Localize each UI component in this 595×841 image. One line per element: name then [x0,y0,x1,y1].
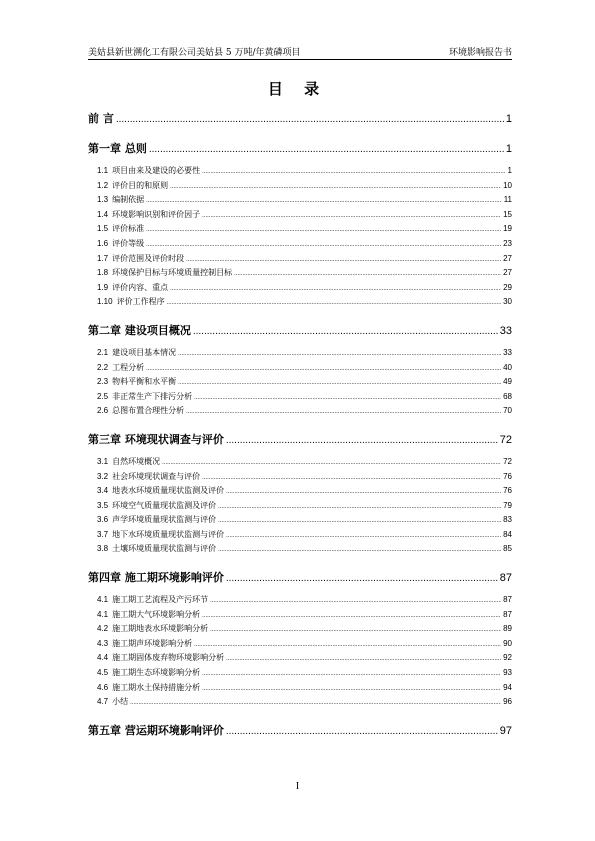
toc-section-entry[interactable] [88,179,512,194]
toc-entry-page: 1 [505,143,512,155]
toc-section-entry[interactable] [88,390,512,405]
toc-entry-text: 施工期工艺流程及产污环节 [112,595,209,605]
toc-entry-text: 声学环境质量现状监测与评价 [112,515,217,525]
toc-entry-page: 96 [503,697,512,707]
toc-entry-page: 89 [503,624,512,634]
toc-entry-page: 33 [499,324,512,337]
toc-leader-dots [202,165,505,179]
toc-leader-dots [116,111,504,128]
toc-leader-dots [202,667,501,681]
header-report-type: 环境影响报告书 [448,48,512,58]
toc-entry-number: 1.3 [97,195,109,205]
toc-leader-dots [146,362,501,376]
toc-entry-number: 4.1 [97,595,109,605]
toc-entry-page: 87 [503,595,512,605]
toc-entry-label: 前 言 [88,112,114,125]
toc-entry-text: 评价工作程序 [116,297,165,307]
toc-entry-label: 第三章 环境现状调查与评价 [88,432,224,446]
toc-entry-text: 评价内容、重点 [112,282,169,292]
toc-entry-number: 4.2 [97,624,109,634]
toc-section-entry[interactable] [88,681,512,696]
toc-entry-number: 1.2 [97,180,109,190]
toc-entry-page: 92 [503,653,512,663]
toc-leader-dots [202,682,501,696]
toc-entry-text: 环境空气质量现状监测及评价 [112,500,217,510]
toc-entry-label [97,695,128,710]
toc-entry-page: 76 [503,486,512,496]
toc-entry-text: 项目由来及建设的必要性 [112,166,201,175]
toc-section-entry[interactable] [88,361,512,376]
toc-entry-label: 第二章 建设项目概况 [88,323,191,337]
toc-entry-text: 施工期生态环境影响分析 [112,668,201,678]
toc-section-entry[interactable] [88,346,512,361]
toc-entry-text: 非正常生产下排污分析 [112,391,193,401]
toc-leader-dots [202,209,501,223]
toc-entry-label [97,179,168,194]
toc-entry-text: 地下水环境质量现状监测与评价 [112,529,225,539]
toc-entry-page: 49 [503,377,512,387]
toc-entry-page: 84 [503,529,512,539]
toc-entry-number: 1.9 [97,282,109,292]
table-of-contents [88,110,512,746]
toc-leader-dots [226,529,501,543]
toc-entry-text: 评价目的和原则 [112,180,169,190]
toc-entry-number: 2.3 [97,377,109,387]
toc-entry-page: 85 [503,544,512,554]
toc-entry-number: 1.4 [97,209,109,219]
toc-chapter-entry[interactable] [88,140,512,158]
toc-leader-dots [226,570,498,587]
toc-entry-label [97,666,200,681]
toc-entry-number: 1.6 [97,238,109,248]
toc-section-entry[interactable] [88,666,512,681]
toc-section-entry[interactable] [88,208,512,223]
toc-section-entry[interactable] [88,499,512,514]
toc-entry-text: 环境保护目标与环境质量控制目标 [112,268,233,278]
toc-leader-dots [194,638,501,652]
toc-entry-page: 72 [499,433,512,446]
toc-entry-label [97,404,184,419]
toc-entry-text: 建设项目基本情况 [112,347,177,357]
toc-section-entry[interactable] [88,470,512,485]
toc-entry-number: 4.6 [97,682,109,692]
toc-entry-number: 2.6 [97,406,109,416]
toc-entry-number: 4.5 [97,668,109,678]
toc-entry-number: 1.5 [97,224,109,234]
toc-entry-label [97,528,224,543]
toc-section-entry[interactable] [88,266,512,281]
toc-chapter-entry[interactable] [88,322,512,340]
toc-entry-number: 3.5 [97,500,109,510]
toc-leader-dots [226,485,501,499]
toc-section-entry[interactable] [88,637,512,652]
toc-entry-label [97,361,144,376]
toc-entry-label [97,208,200,223]
toc-entry-text: 工程分析 [112,362,145,372]
toc-entry-label [97,608,200,623]
toc-entry-text: 物料平衡和水平衡 [112,377,177,387]
toc-entry-text: 地表水环境质量现状监测及评价 [112,486,225,496]
toc-entry-number: 1.7 [97,253,109,263]
toc-entry-number: 2.5 [97,391,109,401]
toc-entry-number: 1.10 [97,297,113,307]
toc-entry-label [97,499,216,514]
toc-section-entry[interactable] [88,193,512,208]
toc-entry-text: 环境影响识别和评价因子 [112,209,201,219]
toc-section-entry[interactable] [88,513,512,528]
toc-entry-page: 90 [503,638,512,648]
toc-entry-text: 土壤环境质量现状监测与评价 [112,544,217,554]
toc-entry-page: 30 [503,297,512,307]
toc-section-entry[interactable] [88,164,512,179]
toc-entry-page: 87 [503,609,512,619]
toc-leader-dots [149,141,504,158]
toc-leader-dots [202,471,501,485]
toc-entry-page: 1 [507,166,512,175]
toc-entry-page: 40 [503,362,512,372]
toc-entry-number: 4.7 [97,697,109,707]
toc-entry-page: 94 [503,682,512,692]
toc-entry-text: 小结 [112,697,129,707]
toc-leader-dots [210,594,501,608]
toc-title: 目 录 [267,80,328,98]
toc-entry-text: 施工期大气环境影响分析 [112,609,201,619]
toc-entry-label [97,281,168,296]
toc-chapter-entry[interactable] [88,722,512,740]
toc-section-entry[interactable] [88,608,512,623]
toc-entry-label [97,266,232,281]
toc-section-entry[interactable] [88,528,512,543]
toc-entry-number: 3.8 [97,544,109,554]
toc-entry-text: 施工期固体废弃物环境影响分析 [112,653,225,663]
toc-entry-label [97,164,200,179]
toc-leader-dots [170,282,501,296]
toc-entry-page: 27 [503,268,512,278]
toc-entry-label [97,651,224,666]
toc-leader-dots [193,323,498,340]
page-header [88,44,512,60]
toc-entry-page: 11 [503,195,512,205]
toc-section-entry[interactable] [88,593,512,608]
toc-entry-label [97,513,216,528]
toc-leader-dots [210,623,501,637]
toc-entry-page: 23 [503,238,512,248]
toc-entry-page: 83 [503,515,512,525]
toc-entry-page: 72 [503,456,512,466]
toc-leader-dots [162,456,501,470]
toc-entry-label [97,237,144,252]
toc-leader-dots [130,696,501,710]
toc-entry-label [97,622,208,637]
toc-leader-dots [167,296,502,310]
toc-entry-page: 97 [499,724,512,737]
toc-entry-page: 10 [503,180,512,190]
toc-entry-page: 19 [503,224,512,234]
toc-entry-number: 2.2 [97,362,109,372]
toc-entry-number: 3.4 [97,486,109,496]
toc-entry-number: 4.1 [97,609,109,619]
toc-entry-page: 79 [503,500,512,510]
toc-entry-number: 1.8 [97,268,109,278]
toc-leader-dots [186,253,501,267]
toc-entry-number: 3.6 [97,515,109,525]
toc-entry-label [97,346,176,361]
toc-entry-number: 1.1 [97,166,109,175]
page-number: I [295,781,300,792]
toc-section-entry[interactable] [88,484,512,499]
toc-entry-page: 1 [505,113,512,125]
toc-entry-page: 27 [503,253,512,263]
toc-leader-dots [234,267,501,281]
toc-entry-label [97,295,165,310]
toc-entry-text: 施工期声环境影响分析 [112,638,193,648]
toc-entry-text: 社会环境现状调查与评价 [112,471,201,481]
toc-leader-dots [146,238,501,252]
toc-chapter-entry[interactable] [88,110,512,128]
toc-entry-page: 93 [503,668,512,678]
toc-entry-label [97,593,208,608]
toc-entry-text: 自然环境概况 [112,456,161,466]
toc-leader-dots [194,391,501,405]
toc-section-entry[interactable] [88,651,512,666]
toc-entry-label [97,637,192,652]
toc-leader-dots [202,609,501,623]
toc-entry-page: 76 [503,471,512,481]
toc-entry-label [97,390,192,405]
toc-entry-label: 第一章 总则 [88,142,147,155]
toc-chapter-entry[interactable] [88,431,512,449]
toc-section-entry[interactable] [88,542,512,557]
toc-entry-number: 4.3 [97,638,109,648]
toc-section-entry[interactable] [88,404,512,419]
toc-entry-page: 68 [503,391,512,401]
toc-entry-label [97,375,176,390]
toc-entry-label [97,222,144,237]
toc-entry-label [97,193,144,208]
toc-entry-text: 评价标准 [112,224,145,234]
toc-entry-number: 3.2 [97,471,109,481]
toc-leader-dots [178,376,501,390]
toc-entry-page: 87 [499,572,512,585]
toc-leader-dots [226,652,501,666]
toc-entry-number: 4.4 [97,653,109,663]
toc-entry-label [97,542,216,557]
toc-entry-text: 编制依据 [112,195,145,205]
toc-leader-dots [186,405,501,419]
toc-entry-label [97,455,160,470]
toc-entry-label: 第四章 施工期环境影响评价 [88,571,224,585]
toc-entry-label [97,681,200,696]
toc-leader-dots [178,347,501,361]
toc-leader-dots [218,543,501,557]
toc-leader-dots [146,194,502,208]
toc-entry-number: 3.1 [97,456,109,466]
toc-entry-number: 2.1 [97,347,109,357]
toc-entry-text: 施工期地表水环境影响分析 [112,624,209,634]
toc-entry-text: 施工期水土保持措施分析 [112,682,201,692]
header-project-title: 美姑县新世溯化工有限公司美姑县 5 万吨/年黄磷项目 [88,48,301,58]
toc-entry-page: 29 [503,282,512,292]
toc-entry-label [97,252,184,267]
toc-section-entry[interactable] [88,252,512,267]
toc-entry-text: 评价范围及评价时段 [112,253,185,263]
toc-leader-dots [146,223,501,237]
toc-leader-dots [218,514,501,528]
toc-section-entry[interactable] [88,222,512,237]
toc-leader-dots [226,723,498,740]
toc-entry-label [97,470,200,485]
toc-section-entry[interactable] [88,237,512,252]
toc-leader-dots [170,180,501,194]
toc-section-entry[interactable] [88,455,512,470]
toc-entry-page: 70 [503,406,512,416]
toc-entry-label: 第五章 营运期环境影响评价 [88,723,224,737]
toc-section-entry[interactable] [88,695,512,710]
toc-section-entry[interactable] [88,375,512,390]
toc-entry-page: 15 [503,209,512,219]
toc-chapter-entry[interactable] [88,569,512,587]
toc-entry-number: 3.7 [97,529,109,539]
toc-section-entry[interactable] [88,281,512,296]
toc-leader-dots [218,500,501,514]
toc-entry-text: 评价等级 [112,238,145,248]
toc-section-entry[interactable] [88,295,512,310]
toc-section-entry[interactable] [88,622,512,637]
toc-entry-text: 总图布置合理性分析 [112,406,185,416]
toc-entry-label [97,484,224,499]
toc-leader-dots [226,432,498,449]
toc-entry-page: 33 [503,347,512,357]
